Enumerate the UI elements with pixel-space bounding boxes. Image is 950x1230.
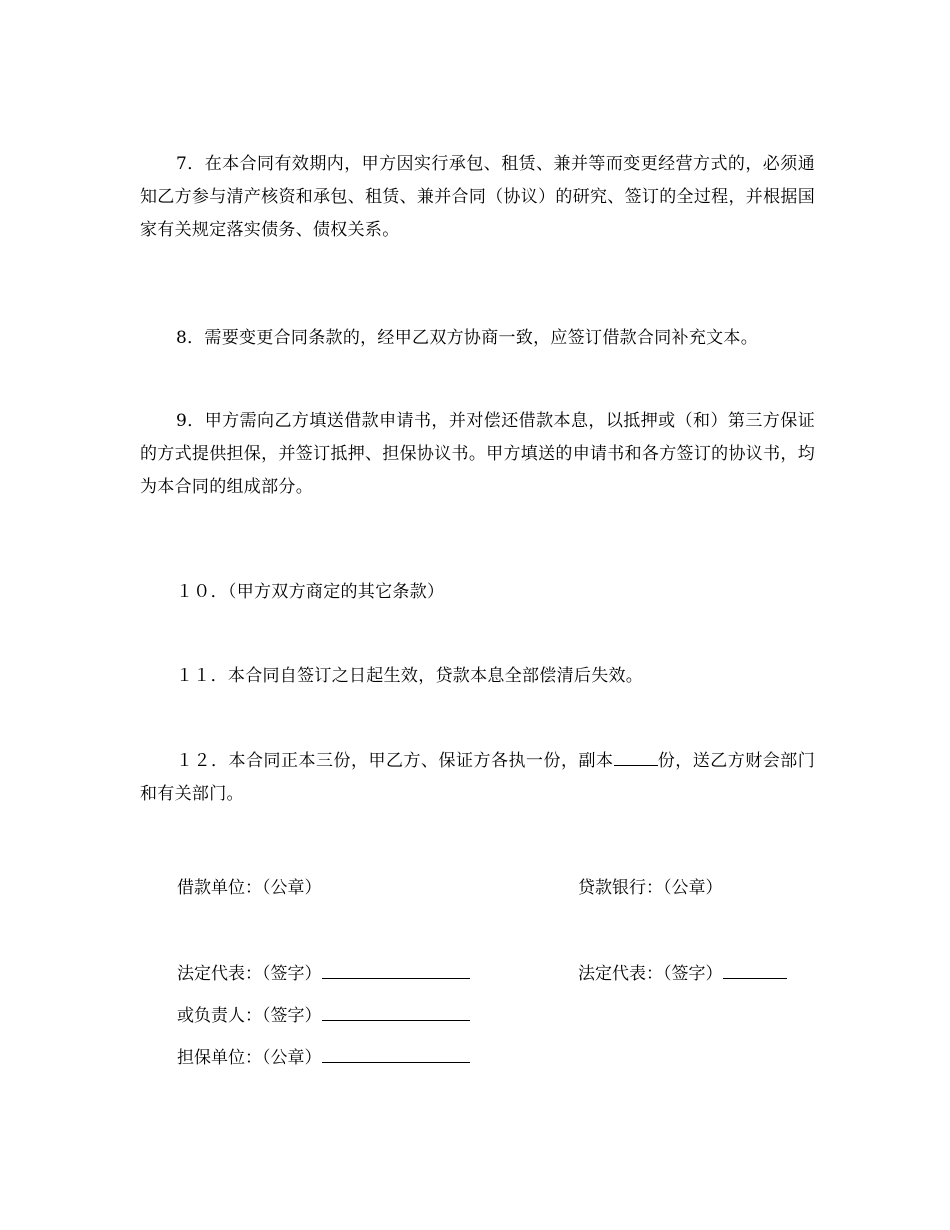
legal-rep-left-row [177,962,470,986]
clause-12-text-before: １２．本合同正本三份，甲乙方、保证方各执一份，副本 [176,751,614,771]
guarantor-unit-seal-blank[interactable] [322,1046,470,1063]
responsible-person-label: 或负责人：（签字） [177,1006,322,1026]
lending-bank-label: 贷款银行：（公章） [578,878,723,898]
legal-rep-right-label: 法定代表：（签字） [578,964,723,984]
clause-9: 9．甲方需向乙方填送借款申请书，并对偿还借款本息，以抵押或（和）第三方保证的方式提供担保，并签订抵押、担保协议书。甲方填送的申请书和各方签订的协议书，均为本合同的组成部分。 [140,411,815,497]
responsible-person-signature-blank[interactable] [322,1004,470,1021]
clause-11: １１．本合同自签订之日起生效，贷款本息全部偿清后失效。 [176,666,644,686]
guarantor-unit-label: 担保单位：（公章） [177,1048,322,1068]
clause-12-text-after: 份，送乙方财会部门和有关部门。 [140,751,815,804]
legal-rep-right-row [578,962,787,986]
borrower-unit-label: 借款单位：（公章） [177,878,322,898]
legal-rep-left-label: 法定代表：（签字） [177,964,322,984]
copies-count-blank[interactable] [614,749,658,766]
clause-7: 7．在本合同有效期内，甲方因实行承包、租赁、兼并等而变更经营方式的，必须通知乙方参与清产核资和承包、租赁、兼并合同（协议）的研究、签订的全过程，并根据国家有关规定落实债务、债权关系。 [140,154,815,240]
legal-rep-right-signature-blank[interactable] [723,962,787,979]
responsible-person-row [177,1004,470,1028]
guarantor-unit-row [177,1046,470,1070]
clause-8: 8．需要变更合同条款的，经甲乙双方协商一致，应签订借款合同补充文本。 [176,328,759,348]
legal-rep-left-signature-blank[interactable] [322,962,470,979]
clause-10: １０．（甲方双方商定的其它条款） [176,582,445,602]
clause-12 [140,745,815,811]
